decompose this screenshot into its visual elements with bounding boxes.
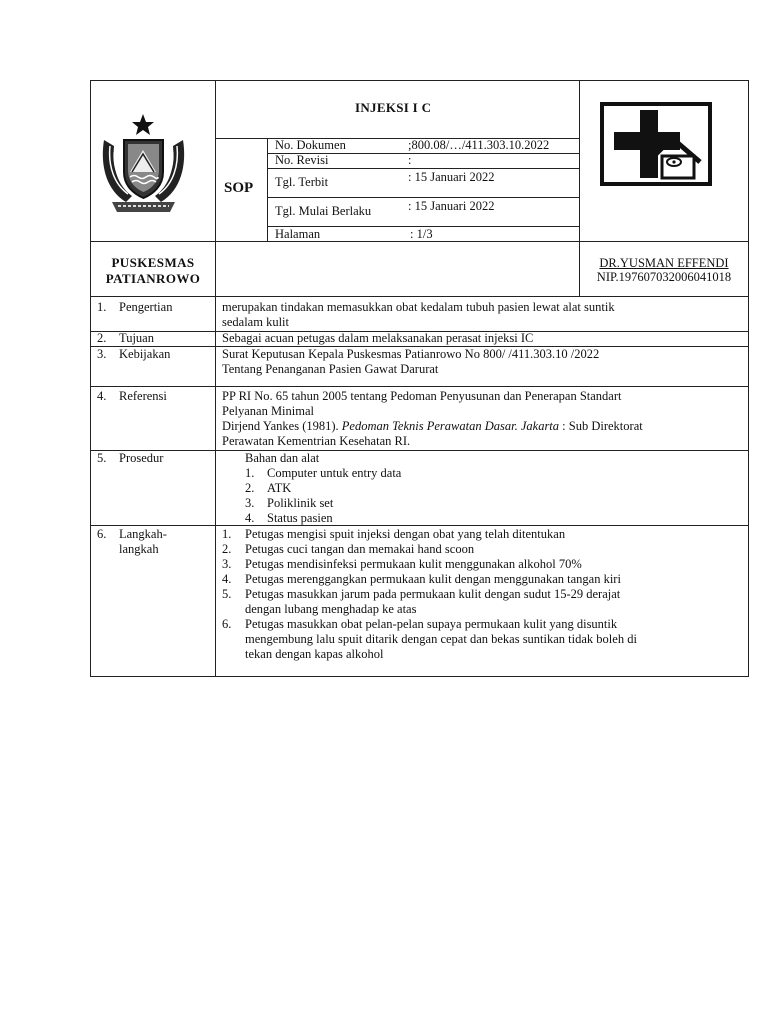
referensi-text-line3 [222,419,643,434]
referensi-text-line1: PP RI No. 65 tahun 2005 tentang Pedoman Penyusunan dan Penerapan Standart [222,389,622,403]
section-number-tujuan: 2. [97,331,107,345]
org-name-line1: PUSKESMAS [111,255,195,270]
section-label-langkah-line1: Langkah- [119,527,167,541]
referensi-author: Dirjend Yankes (1981). [222,419,342,433]
kebijakan-text-line1: Surat Keputusan Kepala Puskesmas Patianrowo No 800/ /411.303.10 /2022 [222,347,600,361]
section-label-kebijakan: Kebijakan [119,347,171,361]
langkah-item-number: 6. [222,617,232,631]
langkah-item-text: Petugas masukkan obat pelan-pelan supaya permukaan kulit yang disuntik [245,617,618,631]
langkah-item-text-cont: tekan dengan kapas alkohol [245,647,384,661]
langkah-item-text-cont: dengan lubang menghadap ke atas [245,602,417,616]
prosedur-item-text: Computer untuk entry data [267,466,402,480]
section-number-kebijakan: 3. [97,347,107,361]
prosedur-item-number: 3. [245,496,255,510]
section-line-3 [90,386,749,387]
regional-coat-of-arms-icon [96,110,191,220]
signer-nip: NIP.197607032006041018 [596,270,732,284]
prosedur-item-text: Poliklinik set [267,496,334,510]
section-number-prosedur: 5. [97,451,107,465]
section-label-prosedur: Prosedur [119,451,164,465]
section-label-referensi: Referensi [119,389,167,403]
section-label-langkah-line2: langkah [119,542,159,556]
prosedur-item-text: ATK [267,481,292,495]
langkah-item-text: Petugas mengisi spuit injeksi dengan obat yang telah ditentukan [245,527,566,541]
info-value-no-revisi: : [408,153,412,167]
section-number-pengertian: 1. [97,300,107,314]
langkah-item-number: 2. [222,542,232,556]
langkah-item-number: 4. [222,572,232,586]
langkah-item-text: Petugas merenggangkan permukaan kulit dengan menggunakan tangan kiri [245,572,621,586]
info-value-no-dokumen: ;800.08/…/411.303.10.2022 [408,138,550,152]
frame-top [90,80,749,81]
info-value-tgl-terbit: : 15 Januari 2022 [408,170,495,184]
info-value-halaman: : 1/3 [410,227,433,241]
info-label-tgl-mulai: Tgl. Mulai Berlaku [275,204,372,218]
referensi-text-line2: Pelyanan Minimal [222,404,314,418]
label-column-divider [215,80,216,677]
prosedur-item-number: 1. [245,466,255,480]
langkah-item-text-cont: mengembung lalu spuit ditarik dengan cepat dan bekas suntikan tidak boleh di [245,632,637,646]
prosedur-item-number: 4. [245,511,255,525]
info-label-no-dokumen: No. Dokumen [275,138,346,152]
org-name-line2: PATIANROWO [105,271,201,286]
section-label-pengertian: Pengertian [119,300,173,314]
section-label-tujuan: Tujuan [119,331,154,345]
frame-bottom [90,676,749,677]
kebijakan-text-line2: Tentang Penanganan Pasien Gawat Darurat [222,362,439,376]
langkah-item-number: 3. [222,557,232,571]
section-number-langkah: 6. [97,527,107,541]
puskesmas-cross-logo-icon [600,102,712,186]
section-number-referensi: 4. [97,389,107,403]
langkah-item-text: Petugas cuci tangan dan memakai hand scoon [245,542,475,556]
langkah-item-text: Petugas masukkan jarum pada permukaan kulit dengan sudut 15-29 derajat [245,587,621,601]
langkah-item-text: Petugas mendisinfeksi permukaan kulit menggunakan alkohol 70% [245,557,582,571]
section-line-5 [90,525,749,526]
frame-right [748,80,749,677]
referensi-text-line4: Perawatan Kementrian Kesehatan RI. [222,434,411,448]
sop-label: SOP [224,180,254,196]
info-label-tgl-terbit: Tgl. Terbit [275,175,329,189]
frame-left [90,80,91,677]
signer-name: DR.YUSMAN EFFENDI [599,256,729,270]
prosedur-intro: Bahan dan alat [245,451,320,465]
section-line-4 [90,450,749,451]
referensi-book-title: Pedoman Teknis Perawatan Dasar. Jakarta [341,419,560,433]
langkah-item-number: 5. [222,587,232,601]
langkah-item-number: 1. [222,527,232,541]
info-label-no-revisi: No. Revisi [275,153,329,167]
prosedur-item-number: 2. [245,481,255,495]
prosedur-item-text: Status pasien [267,511,333,525]
pengertian-text-line2: sedalam kulit [222,315,289,329]
referensi-publisher: : Sub Direktorat [559,419,643,433]
info-line-2 [267,168,580,169]
info-value-tgl-mulai: : 15 Januari 2022 [408,199,495,213]
pengertian-text-line1: merupakan tindakan memasukkan obat kedalam tubuh pasien lewat alat suntik [222,300,615,314]
header-bottom [90,296,749,297]
document-title: INJEKSI I C [355,100,432,115]
info-label-halaman: Halaman [275,227,321,241]
tujuan-text: Sebagai acuan petugas dalam melaksanakan perasat injeksi IC [222,331,534,345]
info-line-3 [267,197,580,198]
